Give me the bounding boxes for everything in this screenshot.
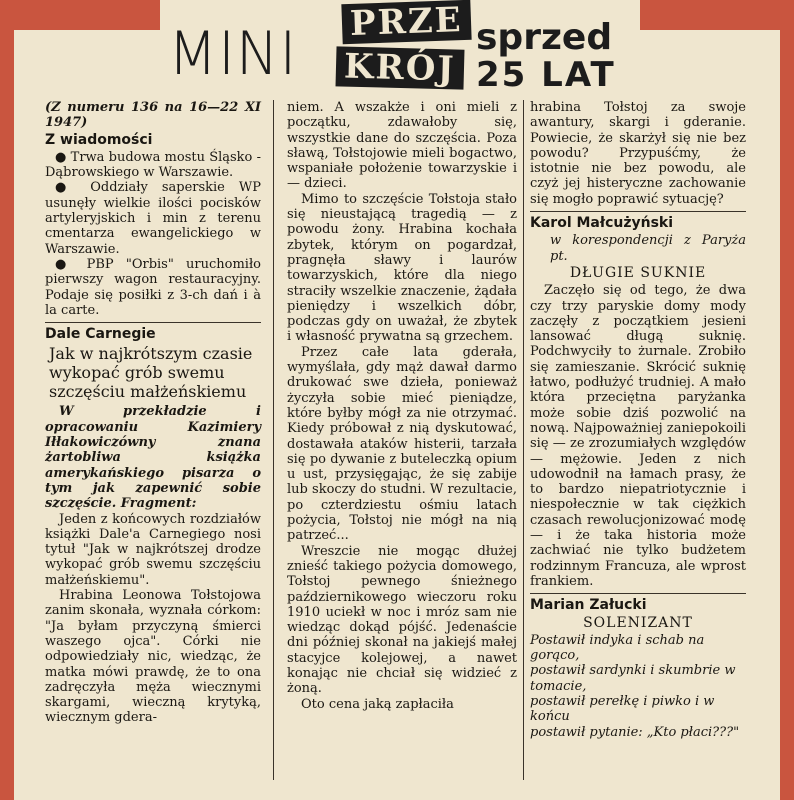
news-item: ● Oddziały saperskie WP usunęły wielkie ilości pocisków artyleryjskich i min z terenu cmentarza ewangelickiego w Warszawie.	[45, 180, 261, 257]
logo-top-word: PRZE	[341, 0, 471, 44]
header-sprzed: sprzed	[476, 17, 613, 58]
section-rule	[530, 593, 746, 594]
section-rule	[530, 211, 746, 212]
column-2	[287, 100, 517, 712]
carnegie-author: Dale Carnegie	[45, 326, 156, 343]
poem-line: postawił pytanie: „Kto płaci???"	[530, 724, 740, 740]
article-paragraph: Wreszcie nie mogąc dłużej znieść takiego pożycia domowego, Tołstoj pewnego śnieżnego październikowego wieczoru roku 1910 uciekł w noc i mróz sam nie wiedząc dokąd pójść. Jedenaście dni później skonał na jakiejś małej stacyjce kolejowej, a nawet konając nie chciał się widzieć z żoną.	[287, 543, 517, 697]
article-paragraph: Przez całe lata gderała, wymyślała, gdy mąż dawał darmo drukować swe dzieła, ponieważ życzyła sobie mieć pieniądze, które byłby mógł za nie otrzymać. Kiedy próbował z nią dyskutować, dostawała ataków histerii, tarzała się po dywanie z buteleczką opium u ust, przysięgając, że się zabije lub skoczy do studni. W rezultacie, po czterdziestu ośmiu latach pożycia, Tołstoj nie mógł na nią patrzeć...	[287, 344, 517, 544]
carnegie-paragraph: Jeden z końcowych rozdziałów książki Dale'a Carnegiego nosi tytuł "Jak w najkrótszej drodze wykopać grób swemu szczęściu małżeńskiemu".	[45, 511, 261, 588]
header-25-lat: 25 LAT	[476, 55, 616, 95]
carnegie-intro: W przekładzie i opracowaniu Kazimiery Iłłakowiczówny znana żartobliwa książka amerykańskiego pisarza o tym jak zapewnić sobie szczęście. Fragment:	[45, 404, 261, 512]
source-note: (Z numeru 136 na 16—22 XI 1947)	[45, 100, 261, 131]
news-heading: Z wiadomości	[45, 131, 153, 148]
malcuzynski-author: Karol Małcużyński	[530, 215, 674, 232]
section-rule	[45, 322, 261, 323]
dlugie-suknie-title: DŁUGIE SUKNIE	[569, 264, 707, 281]
news-item: ● Trwa budowa mostu Śląsko - Dąbrowskiego w Warszawie.	[45, 149, 261, 181]
header-mini: MINI	[168, 19, 298, 89]
poem-line: postawił perełkę i piwko i w końcu	[530, 693, 715, 725]
article-paragraph: niem. A wszakże i oni mieli z początku, zdawałoby się, wszystkie dane do szczęścia. Poza sławą, Tołstojowie mieli bogactwo, wspaniałe położenie towarzyskie i — dzieci.	[287, 100, 517, 192]
column-divider-1	[273, 100, 274, 780]
column-3	[530, 100, 746, 740]
carnegie-title: Jak w najkrótszym czasie wykopać grób swemu szczęściu małżeńskiemu	[49, 344, 253, 402]
poem-line: Postawił indyka i schab na gorąco,	[530, 632, 705, 664]
news-item: ● PBP "Orbis" uruchomiło pierwszy wagon restauracyjny. Podaje się posiłki z 3-ch dań i à la carte.	[45, 256, 261, 318]
article-paragraph: Mimo to szczęście Tołstoja stało się nieustającą tragedią — z powodu żony. Hrabina kochała zbytek, którym on pogardzał, pragnęła sławy i laurów towarzyskich, które dla niego straciły wszelkie znaczenie, żądała pieniędzy i wszelkich dóbr, podczas gdy on uważał, że zbytek i własność prywatna są grzechem.	[287, 191, 517, 345]
column-divider-2	[523, 100, 524, 780]
poem-line: postawił sardynki i skumbrie w tomacie,	[530, 663, 736, 694]
zalucki-author: Marian Załucki	[530, 597, 647, 614]
article-paragraph: Zaczęło się od tego, że dwa czy trzy paryskie domy mody zaczęły z początkiem jesieni lansować długą suknię. Podchwyciły to żurnale. Zrobiło się zamieszanie. Skrócić suknię łatwo, podłużyć trudniej. A mało która przeciętna paryżanka może sobie dziś pozwolić na nową. Najpoważniej zaniepokoili się — ze zrozumiałych względów — mężowie. Jeden z nich udowodnił na łamach prasy, że to bardzo niepatriotycznie i niespołecznie w tak ciężkich czasach rewolucjonizować modę — i że taka historia może zachwiać nie tylko budżetem rodzinnym Francuza, ale wprost frankiem.	[530, 283, 746, 589]
carnegie-paragraph: Hrabina Leonowa Tołstojowa zanim skonała, wyznała córkom: "Ja byłam przyczyną śmierci waszego ojca". Córki nie odpowiedziały nic, wiedząc, że matka mówi prawdę, że to ona zadręczyła męża wiecznymi skargami, wieczną krytyką, wiecznym gdera-	[45, 588, 261, 726]
article-paragraph: hrabina Tołstoj za swoje awantury, skargi i gderanie. Powiecie, że skarżył się nie bez powodu? Przypuśćmy, że istotnie nie bez powodu, ale czyż jej histeryczne zachowanie się mogło poprawić sytuację?	[530, 100, 746, 207]
logo-bottom-word: KRÓJ	[335, 46, 464, 89]
solenizant-title: SOLENIZANT	[583, 614, 693, 631]
column-1	[45, 100, 261, 726]
przekroj-logo	[336, 0, 464, 92]
article-paragraph: Oto cena jaką zapłaciła	[301, 696, 454, 712]
malcuzynski-note: w korespondencji z Paryża pt.	[550, 233, 746, 264]
